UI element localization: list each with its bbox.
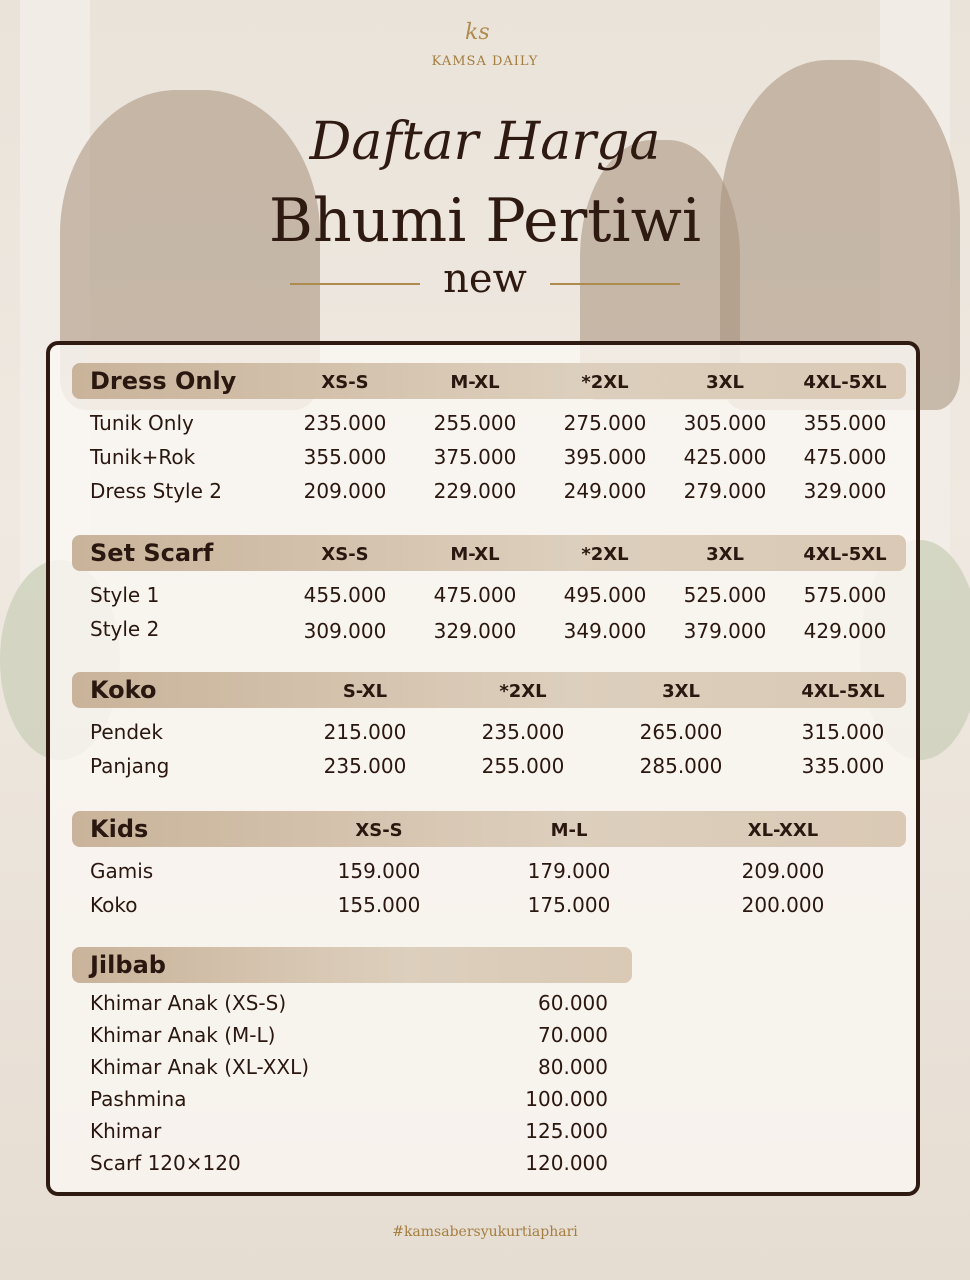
col-head: XS-S [321,372,369,393]
price-cell: 315.000 [801,720,885,744]
price-cell: 235.000 [481,720,565,744]
price-cell: 255.000 [481,754,565,778]
section-jilbab [72,947,632,1187]
col-head: XS-S [321,544,369,565]
hashtag: #kamsabersyukurtiaphari [392,1224,578,1240]
price-cell: 425.000 [683,445,767,469]
price-cell: 309.000 [303,619,387,643]
col-head: 4XL-5XL [803,372,887,393]
price-cell: 255.000 [433,411,517,435]
price-cell: 375.000 [433,445,517,469]
section-dress-only [72,363,906,513]
col-head: 4XL-5XL [803,544,887,565]
section-koko [72,672,906,792]
row-label: Pendek [90,720,163,744]
price-cell: 70.000 [538,1023,608,1047]
price-cell: 179.000 [527,859,611,883]
section-header [72,535,906,571]
price-cell: 349.000 [563,619,647,643]
col-head: *2XL [499,681,547,702]
col-head: 3XL [662,681,700,702]
price-cell: 475.000 [803,445,887,469]
col-head: S-XL [342,681,388,702]
price-cell: 175.000 [527,893,611,917]
price-cell: 355.000 [303,445,387,469]
col-head: M-L [550,820,588,841]
price-list-card [46,341,920,1196]
price-cell: 265.000 [639,720,723,744]
price-cell: 80.000 [538,1055,608,1079]
price-cell: 229.000 [433,479,517,503]
section-header [72,811,906,847]
section-title: Dress Only [90,367,237,395]
price-cell: 455.000 [303,583,387,607]
price-cell: 355.000 [803,411,887,435]
price-cell: 209.000 [741,859,825,883]
section-title: Koko [90,676,157,704]
price-cell: 379.000 [683,619,767,643]
row-label: Tunik+Rok [90,445,196,469]
col-head: XL-XXL [747,820,819,841]
price-cell: 235.000 [303,411,387,435]
price-cell: 335.000 [801,754,885,778]
price-cell: 525.000 [683,583,767,607]
price-cell: 120.000 [525,1151,608,1175]
section-header [72,672,906,708]
section-set-scarf [72,535,906,655]
brand-name: KAMSA DAILY [431,54,539,69]
price-cell: 60.000 [538,991,608,1015]
price-cell: 159.000 [337,859,421,883]
price-cell: 395.000 [563,445,647,469]
row-label: Style 1 [90,583,160,607]
row-label: Style 2 [90,617,160,641]
price-cell: 235.000 [323,754,407,778]
section-title: Jilbab [90,951,166,979]
col-head: 3XL [706,372,744,393]
row-label: Pashmina [90,1087,187,1111]
col-head: 3XL [706,544,744,565]
price-cell: 285.000 [639,754,723,778]
price-cell: 100.000 [525,1087,608,1111]
title-script: Daftar Harga [309,112,661,172]
divider-right [550,283,680,285]
price-cell: 329.000 [433,619,517,643]
price-cell: 125.000 [525,1119,608,1143]
price-cell: 209.000 [303,479,387,503]
price-cell: 215.000 [323,720,407,744]
col-head: 4XL-5XL [801,681,885,702]
price-cell: 429.000 [803,619,887,643]
price-cell: 249.000 [563,479,647,503]
col-head: XS-S [355,820,403,841]
price-cell: 329.000 [803,479,887,503]
header [0,0,970,330]
col-head: M-XL [450,544,500,565]
col-head: M-XL [450,372,500,393]
row-label: Dress Style 2 [90,479,223,503]
price-cell: 305.000 [683,411,767,435]
section-kids [72,811,906,931]
price-cell: 279.000 [683,479,767,503]
row-label: Khimar Anak (XL-XXL) [90,1055,310,1079]
row-label: Scarf 120×120 [90,1151,241,1175]
section-title: Set Scarf [90,539,214,567]
col-head: *2XL [581,544,629,565]
row-label: Tunik Only [90,411,194,435]
row-label: Khimar Anak (M-L) [90,1023,276,1047]
brand-logo: ks [465,20,490,45]
col-head: *2XL [581,372,629,393]
row-label: Panjang [90,754,170,778]
row-label: Khimar [90,1119,162,1143]
section-title: Kids [90,815,149,843]
row-label: Koko [90,893,138,917]
row-label: Khimar Anak (XS-S) [90,991,287,1015]
price-cell: 475.000 [433,583,517,607]
price-cell: 495.000 [563,583,647,607]
price-cell: 200.000 [741,893,825,917]
title-main: Bhumi Pertiwi [268,186,702,256]
price-cell: 275.000 [563,411,647,435]
section-header [72,947,632,983]
price-cell: 155.000 [337,893,421,917]
title-new: new [443,256,527,302]
price-cell: 575.000 [803,583,887,607]
section-header [72,363,906,399]
row-label: Gamis [90,859,154,883]
